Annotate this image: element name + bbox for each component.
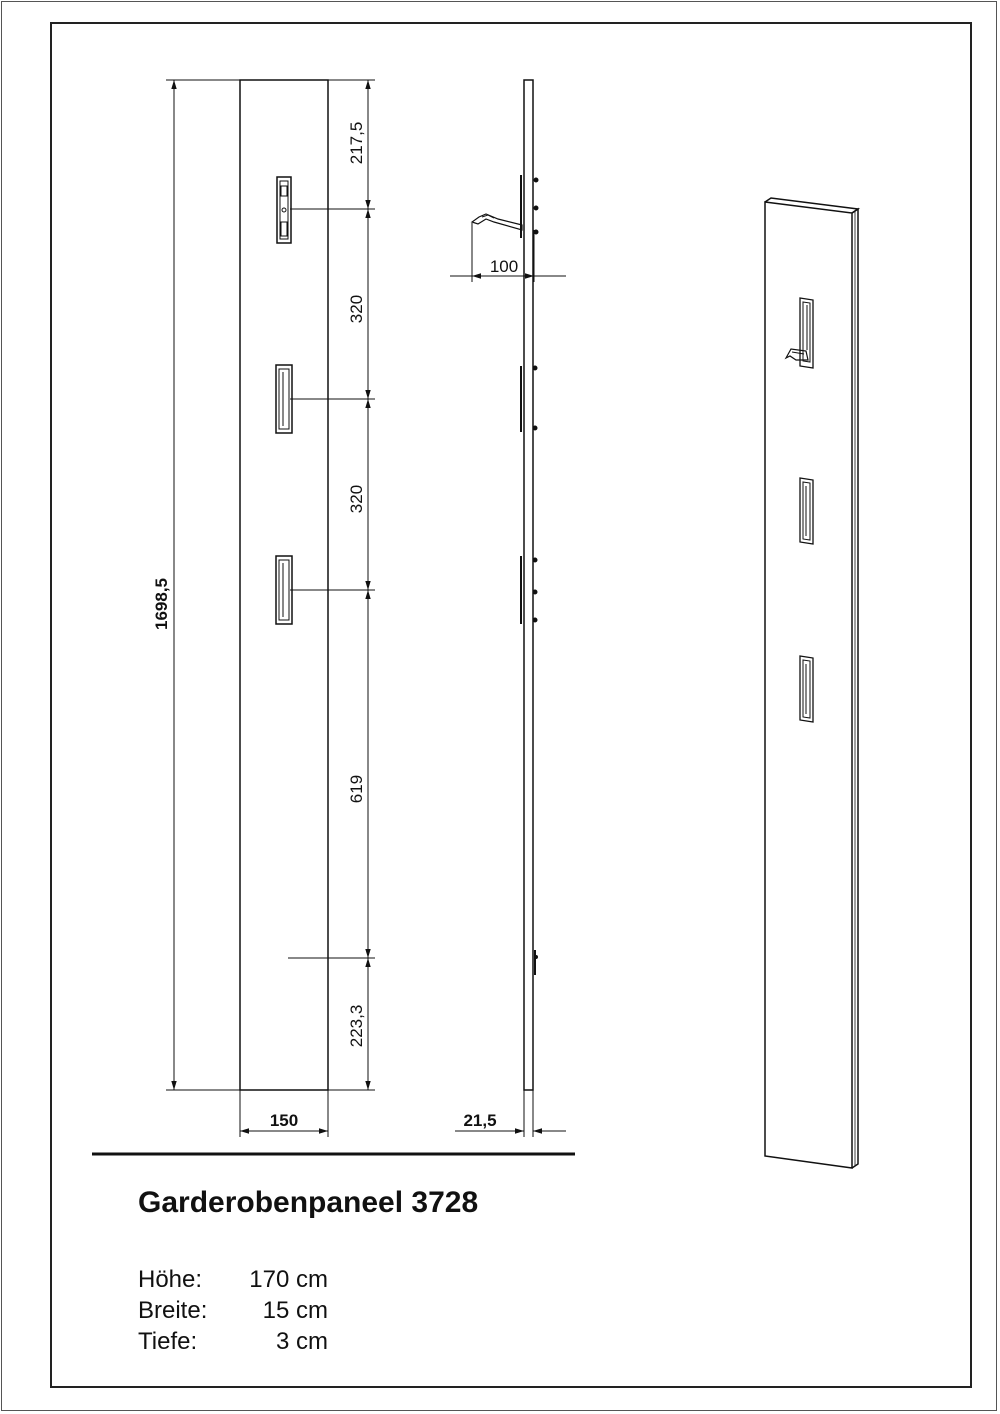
- hook-1-side: [472, 175, 538, 238]
- hook-3-front: [276, 556, 292, 624]
- spec-label-height: Höhe:: [138, 1266, 203, 1293]
- spec-value-height: 170 cm: [249, 1266, 328, 1293]
- spec-label-depth: Tiefe:: [138, 1328, 198, 1355]
- spec-row-width: [138, 1297, 328, 1325]
- hook-1-front: [277, 177, 291, 243]
- dim-hook-spacing-1: 320: [347, 294, 366, 324]
- spec-value-depth: 3 cm: [275, 1328, 328, 1355]
- dim-bottom-offset: 223,3: [347, 1004, 366, 1048]
- spec-row-height: [138, 1266, 328, 1294]
- spec-value-width: 15 cm: [262, 1297, 328, 1324]
- wall-bracket-side: [535, 950, 538, 975]
- dim-depth: 21,5: [463, 1111, 497, 1130]
- panel-perspective-face: [765, 202, 852, 1168]
- panel-front-outline: [240, 80, 328, 1090]
- dim-width: 150: [269, 1111, 299, 1130]
- spec-label-width: Breite:: [138, 1297, 208, 1324]
- front-view: [166, 80, 375, 1137]
- product-title: Garderobenpaneel 3728: [138, 1186, 479, 1219]
- hook-2-front: [276, 365, 292, 433]
- dim-top-offset: 217,5: [347, 121, 366, 165]
- hook-3-perspective: [800, 656, 813, 722]
- perspective-view: [765, 198, 858, 1168]
- dim-hook-projection: 100: [489, 257, 519, 276]
- dim-lower-span: 619: [347, 774, 366, 804]
- spec-row-depth: [138, 1328, 328, 1356]
- side-view: [450, 80, 566, 1137]
- dim-total-height: 1698,5: [152, 578, 171, 630]
- panel-side-outline: [524, 80, 533, 1090]
- dim-hook-spacing-2: 320: [347, 484, 366, 514]
- hook-1-perspective: [786, 298, 813, 368]
- hook-2-perspective: [800, 478, 813, 544]
